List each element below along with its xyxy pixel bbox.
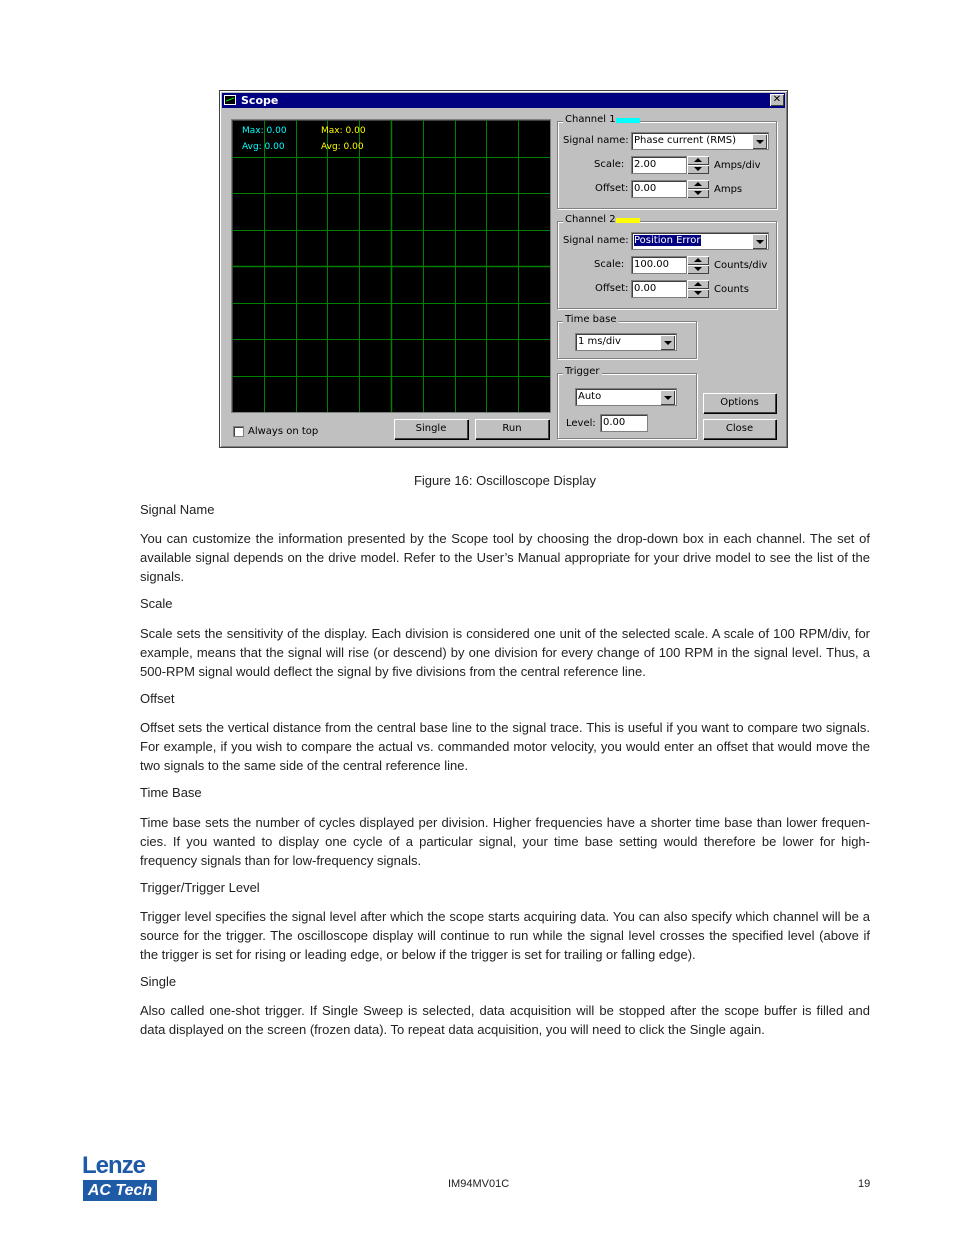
ch1-avg-readout: Avg: 0.00 [242,142,285,152]
ch1-offset-input[interactable]: 0.00 [631,180,687,198]
section-body-time-base: Time base sets the number of cycles displayed per division. Higher frequencies have a shorter time base than lower frequen-cies. If you wanted to display one cycle of a particular signal, your time base setting would therefore be lower for high-frequency signals than for low-frequency signals. [140,815,870,868]
page-number: 19 [858,1178,871,1190]
always-on-top-checkbox[interactable] [233,426,244,437]
trigger-value: Auto [578,391,602,402]
spin-down-icon[interactable] [687,289,709,298]
spin-down-icon[interactable] [687,265,709,274]
ch1-scale-label: Scale: [594,159,625,170]
timebase-select[interactable] [575,333,677,351]
section-body-signal-name: You can customize the information presented by the Scope tool by choosing the drop-down box in each channel. The set of available signal depends on the drive model. Refer to the User’s Manual appropriate for your drive model to see the list of the signals. [140,531,870,584]
title-bar[interactable] [222,93,785,108]
trigger-level-input[interactable]: 0.00 [600,414,648,432]
trigger-level-label: Level: [566,418,596,429]
ch1-signal-value: Phase current (RMS) [634,135,737,146]
close-icon[interactable]: ✕ [770,94,784,106]
single-button[interactable]: Single [394,419,468,439]
channel1-legend: Channel 1 [565,114,616,125]
spin-up-icon[interactable] [687,156,709,165]
chevron-down-icon[interactable] [660,390,675,405]
section-heading-signal-name: Signal Name [140,502,215,517]
section-heading-offset: Offset [140,691,175,706]
spin-up-icon[interactable] [687,256,709,265]
section-body-single: Also called one-shot trigger. If Single Sweep is selected, data acquisition will be stopped after the scope buffer is filled and data displayed on the screen (frozen data). To repeat data acquisition, you will need to click the Single again. [140,1003,870,1037]
section-heading-single: Single [140,974,177,989]
ch2-scale-unit: Counts/div [714,260,768,271]
ch1-max-readout: Max: 0.00 [242,126,287,136]
scope-icon [224,95,236,105]
figure-caption: Figure 16: Oscilloscope Display [413,473,597,488]
ch1-scale-input[interactable]: 2.00 [631,156,687,174]
chevron-down-icon[interactable] [752,234,767,249]
actech-logo: AC Tech [83,1180,157,1201]
timebase-legend: Time base [565,314,617,325]
ch1-offset-unit: Amps [714,184,743,195]
window-title: Scope [241,94,279,107]
ch2-signal-select[interactable] [631,232,769,250]
section-body-scale: Scale sets the sensitivity of the display. Each division is considered one unit of the selected scale. A scale of 100 RPM/div, for example, means that the signal will rise (or descend) by one division for every change of 100 RPM in the signal level. Thus, a 500-RPM signal would deflect the signal by five divisions from the central reference line. [140,626,870,679]
ch1-offset-stepper[interactable] [687,180,709,199]
document-id: IM94MV01C [448,1178,510,1190]
run-button[interactable]: Run [475,419,549,439]
chevron-down-icon[interactable] [752,134,767,149]
channel1-color-swatch [616,118,640,123]
always-on-top-label: Always on top [248,426,319,437]
spin-down-icon[interactable] [687,165,709,174]
spin-up-icon[interactable] [687,180,709,189]
channel2-color-swatch [616,218,640,223]
close-button[interactable]: Close [703,419,776,439]
trigger-legend: Trigger [565,366,600,377]
ch2-scale-stepper[interactable] [687,256,709,275]
ch2-scale-label: Scale: [594,259,625,270]
ch2-avg-readout: Avg: 0.00 [321,142,364,152]
section-body-trigger-level: Trigger level specifies the signal level after which the scope starts acquiring data. You can also specify which channel will be a source for the trigger. The oscilloscope display will continue to run while the signal level crosses the specified level (above if the trigger is set for rising or leading edge, or below if the trigger is set for trailing or falling edge). [140,909,870,962]
ch2-scale-input[interactable]: 100.00 [631,256,687,274]
ch1-scale-stepper[interactable] [687,156,709,175]
chevron-down-icon[interactable] [660,335,675,350]
trigger-select[interactable] [575,388,677,406]
ch2-offset-label: Offset: [595,283,629,294]
channel2-legend: Channel 2 [565,214,616,225]
spin-down-icon[interactable] [687,189,709,198]
ch2-max-readout: Max: 0.00 [321,126,366,136]
ch2-signal-label: Signal name: [563,235,629,246]
ch2-offset-input[interactable]: 0.00 [631,280,687,298]
ch2-offset-unit: Counts [714,284,749,295]
section-heading-trigger-level: Trigger/Trigger Level [140,880,260,895]
scope-grid [232,120,550,412]
lenze-logo: Lenze [82,1152,146,1179]
ch1-offset-label: Offset: [595,183,629,194]
ch1-signal-select[interactable] [631,132,769,150]
section-body-offset: Offset sets the vertical distance from the central base line to the signal trace. This is useful if you want to compare two signals. For example, if you wish to compare the actual vs. commanded motor velocity, you would enter an offset that would move the two signals to the same side of the central reference line. [140,720,870,773]
scope-window [219,90,788,448]
ch2-offset-stepper[interactable] [687,280,709,299]
scope-display [231,119,551,413]
timebase-value: 1 ms/div [578,336,621,347]
ch1-scale-unit: Amps/div [714,160,761,171]
ch1-signal-label: Signal name: [563,135,629,146]
section-heading-scale: Scale [140,596,173,611]
ch2-signal-value: Position Error [634,235,701,246]
options-button[interactable]: Options [703,393,776,413]
spin-up-icon[interactable] [687,280,709,289]
section-heading-time-base: Time Base [140,785,202,800]
